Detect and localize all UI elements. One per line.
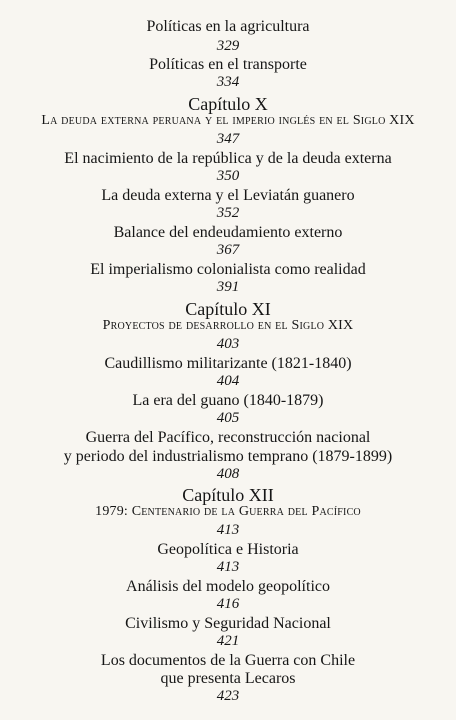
toc-page-number: 334	[216, 74, 240, 90]
toc-page-number: 423	[216, 688, 240, 704]
toc-page-number: 404	[216, 373, 240, 389]
toc-entry-title: Los documentos de la Guerra con Chile	[100, 652, 356, 669]
toc-page-number: 347	[216, 131, 240, 147]
toc-page-number: 391	[216, 279, 240, 295]
toc-page-number: 352	[216, 205, 240, 221]
toc-page-number: 421	[216, 633, 240, 649]
toc-entry-title: Balance del endeudamiento externo	[113, 224, 343, 241]
toc-entry-title: que presenta Lecaros	[160, 670, 296, 687]
toc-entry-title: La era del guano (1840-1879)	[132, 392, 324, 409]
chapter-heading: Capítulo XI	[185, 299, 271, 319]
toc-entry-title: Análisis del modelo geopolítico	[126, 578, 330, 595]
toc-entry-title: La deuda externa y el Leviatán guanero	[101, 187, 355, 204]
toc-page-number: 413	[216, 522, 240, 538]
toc-page-number: 408	[216, 466, 240, 482]
toc-entry-title: El imperialismo colonialista como realidad	[90, 261, 366, 278]
toc-page-number: 403	[216, 336, 240, 352]
chapter-heading: Capítulo X	[188, 94, 268, 114]
toc-entry-title: Políticas en el transporte	[149, 56, 307, 73]
toc-entry-title: Civilismo y Seguridad Nacional	[125, 615, 331, 632]
toc-page-number: 367	[216, 242, 240, 258]
chapter-heading: Capítulo XII	[182, 485, 274, 505]
toc-page-number: 416	[216, 596, 240, 612]
toc-page-number: 350	[216, 168, 240, 184]
toc-page-number: 405	[216, 410, 240, 426]
toc-entry-title: El nacimiento de la república y de la deuda externa	[64, 150, 392, 167]
toc-entry-title: Guerra del Pacífico, reconstrucción nacional	[85, 429, 371, 446]
toc-entry-title: y periodo del industrialismo temprano (1879-1899)	[63, 448, 393, 465]
toc-entry-title: Políticas en la agricultura	[146, 18, 310, 35]
chapter-title: 1979: Centenario de la Guerra del Pacífico	[95, 504, 361, 519]
toc-page-number: 413	[216, 559, 240, 575]
chapter-title: La deuda externa peruana y el imperio inglés en el Siglo XIX	[41, 113, 415, 128]
toc-entry-title: Caudillismo militarizante (1821-1840)	[104, 355, 352, 372]
toc-page-number: 329	[216, 38, 240, 54]
chapter-title: Proyectos de desarrollo en el Siglo XIX	[102, 318, 354, 333]
toc-entry-title: Geopolítica e Historia	[157, 541, 299, 558]
